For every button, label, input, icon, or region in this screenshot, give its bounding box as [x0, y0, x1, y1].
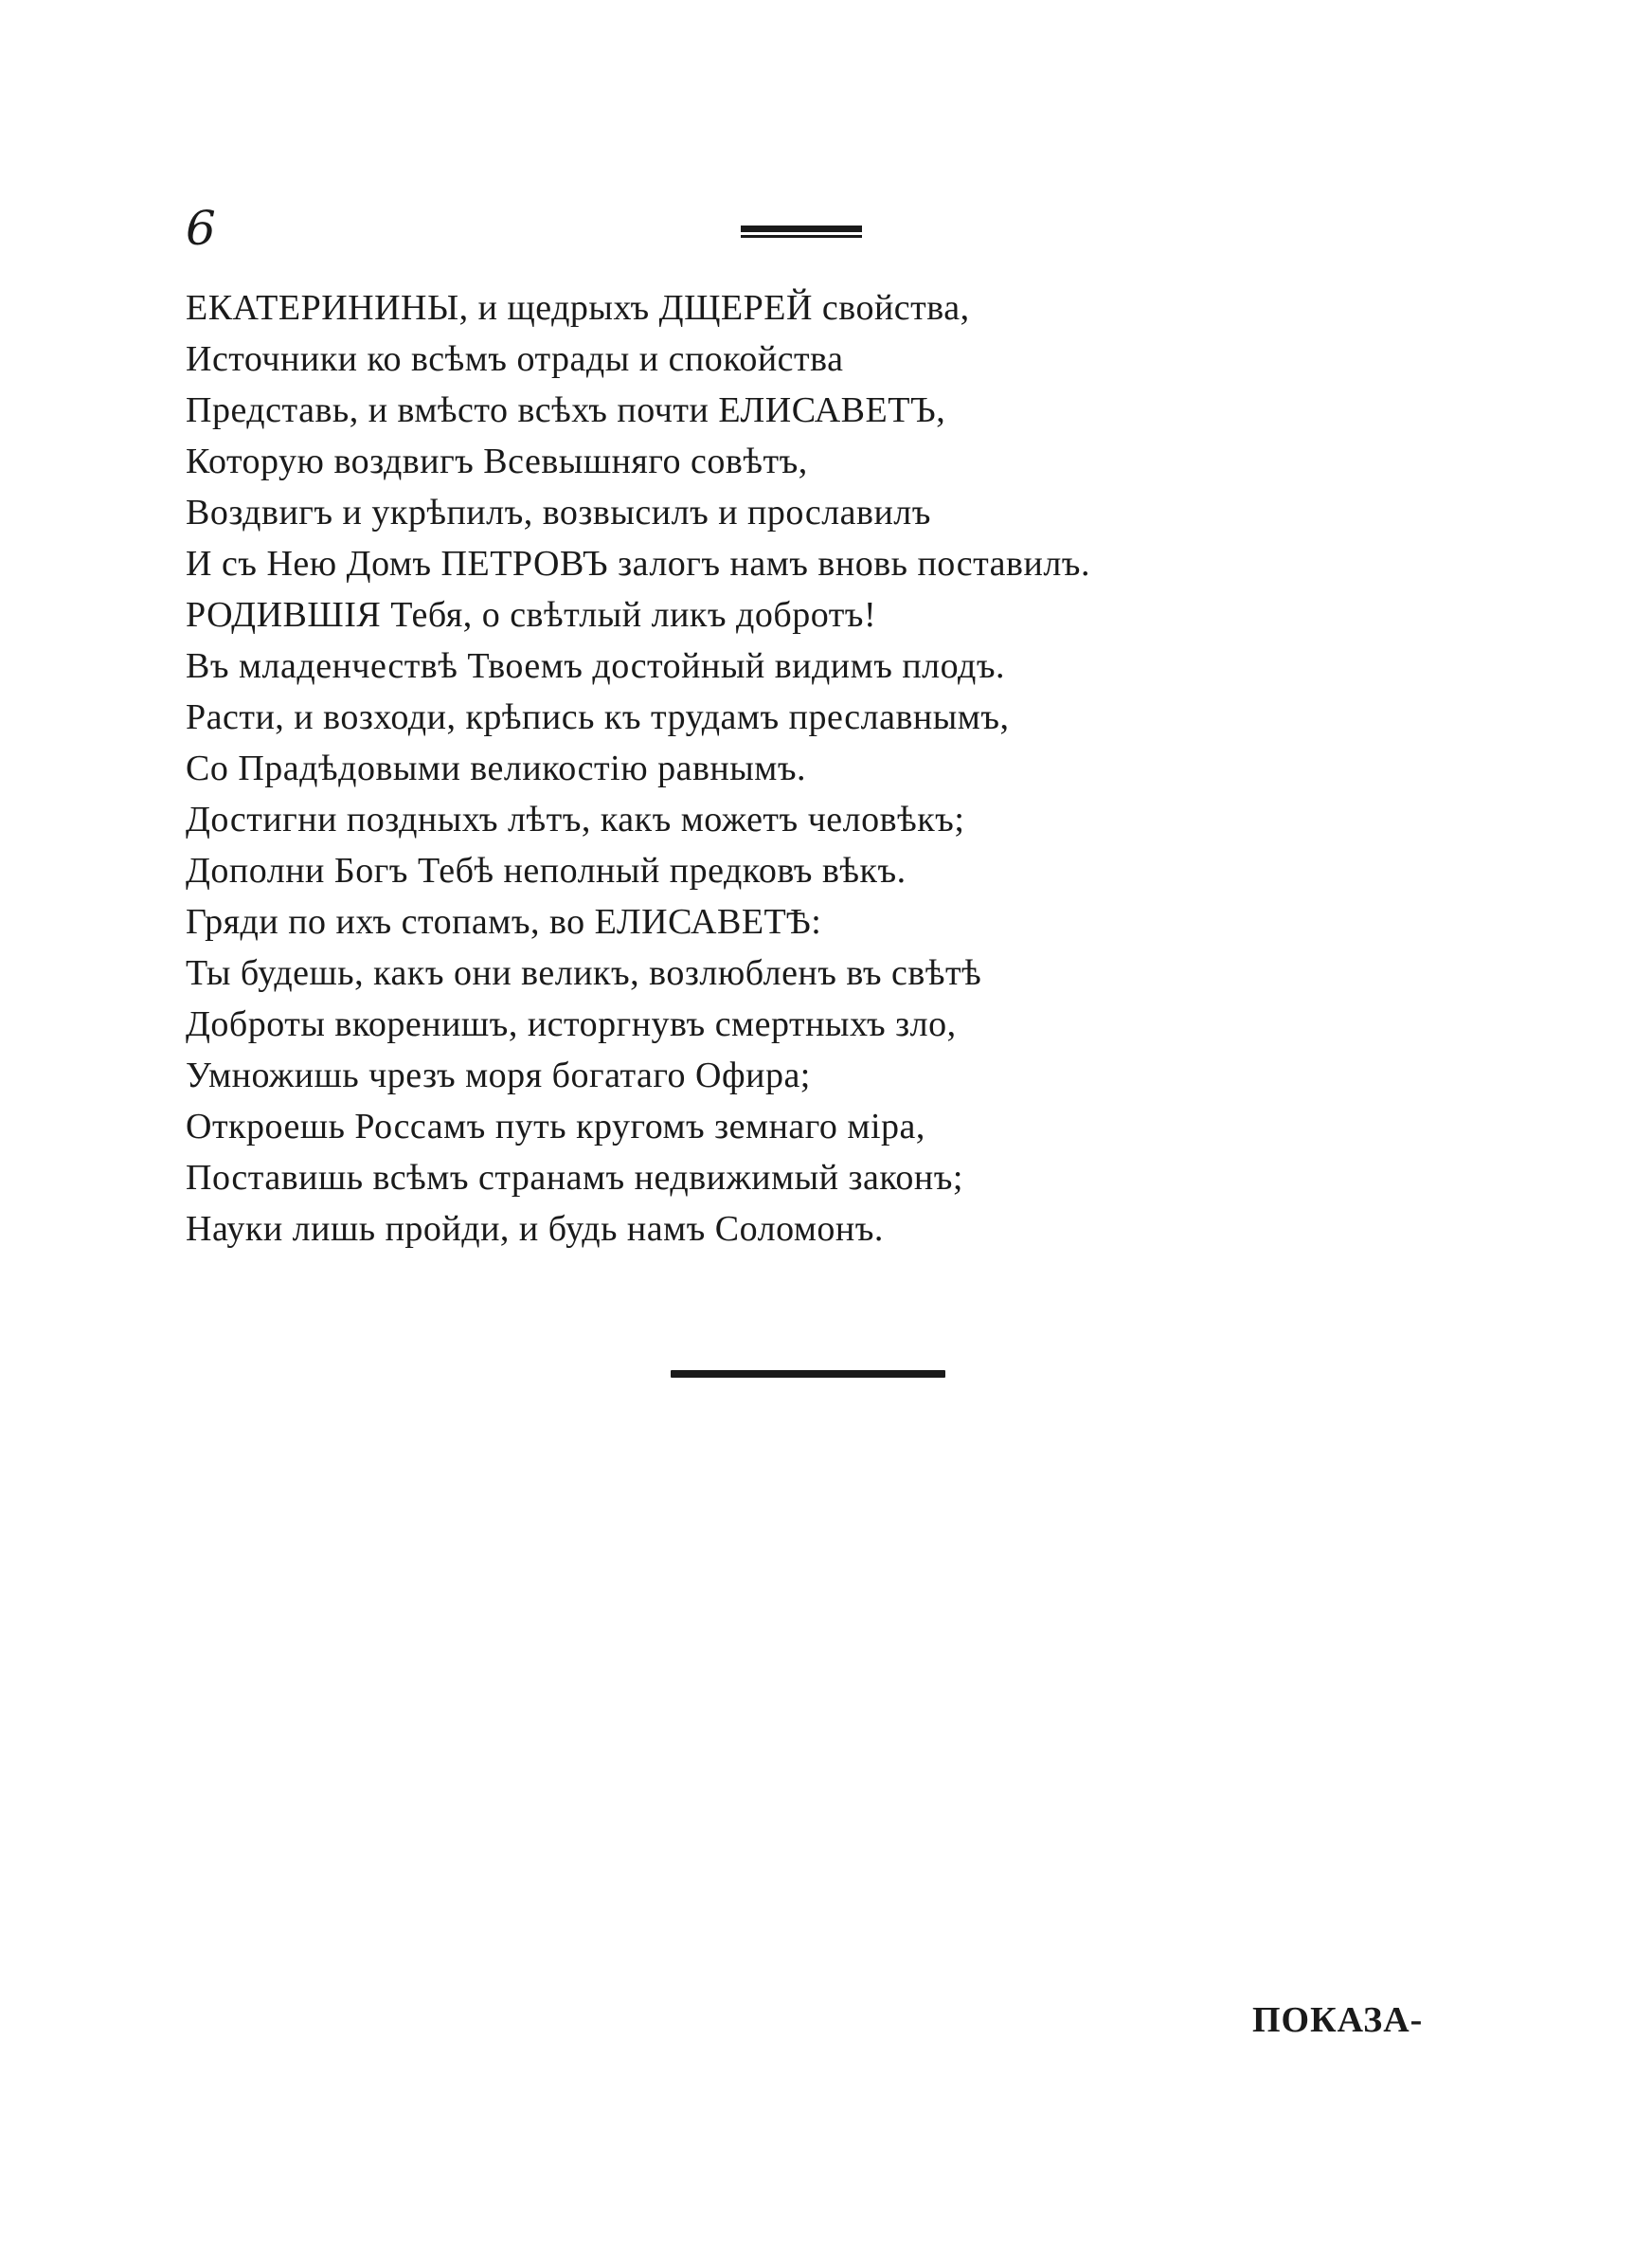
- verse-line: Дополни Богъ Тебѣ неполный предковъ вѣкъ.: [186, 851, 907, 891]
- verse-line: Расти, и возходи, крѣпись къ трудамъ преславнымъ,: [186, 697, 1010, 737]
- header-ornament-rule: [741, 226, 862, 239]
- verse-line: Откроешь Россамъ путь кругомъ земнаго міра,: [186, 1107, 925, 1147]
- verse-line: Науки лишь пройди, и будь намъ Соломонъ.: [186, 1209, 884, 1249]
- verse-line: Ты будешь, какъ они великъ, возлюбленъ въ свѣтѣ: [186, 953, 982, 993]
- verse-line: Доброты вкоренишъ, исторгнувъ смертныхъ зло,: [186, 1004, 957, 1044]
- verse-line: И съ Нею Домъ ПЕТРОВЪ залогъ намъ вновь поставилъ.: [186, 544, 1090, 584]
- catchword: ПОКАЗА-: [1252, 2000, 1424, 2040]
- verse-line: Гряди по ихъ стопамъ, во ЕЛИСАВЕТѢ:: [186, 902, 822, 942]
- verse-line: Воздвигъ и укрѣпилъ, возвысилъ и прославилъ: [186, 493, 931, 533]
- verse-line: Умножишь чрезъ моря богатаго Офира;: [186, 1056, 811, 1095]
- verse-line: Которую воздвигъ Всевышняго совѣтъ,: [186, 442, 808, 481]
- verse-line: Источники ко всѣмъ отрады и спокойства: [186, 339, 844, 379]
- end-rule: [671, 1370, 945, 1378]
- page-number: 6: [186, 201, 216, 256]
- verse-line: Со Прадѣдовыми великостію равнымъ.: [186, 749, 806, 788]
- verse-line: Достигни поздныхъ лѣтъ, какъ можетъ человѣкъ;: [186, 800, 965, 840]
- verse-line: Поставишь всѣмъ странамъ недвижимый законъ;: [186, 1158, 963, 1198]
- header-rule-thick: [741, 226, 862, 232]
- verse-line: Въ младенчествѣ Твоемъ достойный видимъ плодъ.: [186, 646, 1006, 686]
- verse-line: ЕКАТЕРИНИНЫ, и щедрыхъ ДЩЕРЕЙ свойства,: [186, 288, 970, 328]
- verse-block: [186, 282, 1284, 1255]
- verse-line: Представь, и вмѣсто всѣхъ почти ЕЛИСАВЕТЪ,: [186, 390, 946, 430]
- verse-line: РОДИВШІЯ Тебя, о свѣтлый ликъ добротъ!: [186, 595, 877, 635]
- header-rule-thin: [741, 235, 862, 238]
